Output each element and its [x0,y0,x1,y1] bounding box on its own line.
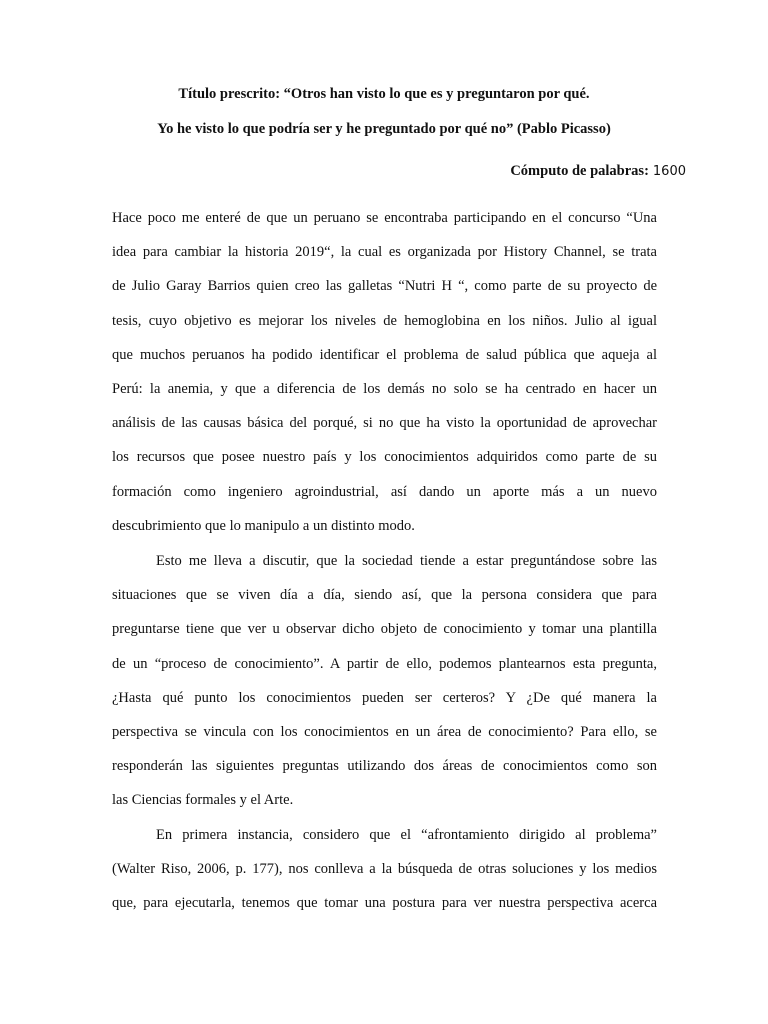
paragraph-line: los recursos que posee nuestro país y los conocimientos adquiridos como parte de su [112,449,657,466]
paragraph-line: que muchos peruanos ha podido identificar el problema de salud pública que aqueja al [112,346,657,363]
paragraph-line: de un “proceso de conocimiento”. A partir de ello, podemos plantearnos esta pregunta, [112,655,657,672]
word-count-label: Cómputo de palabras: [510,163,649,179]
paragraph-line: descubrimiento que lo manipulo a un distinto modo. [112,517,415,534]
paragraph-line: Hace poco me enteré de que un peruano se encontraba participando en el concurso “Una [112,210,657,226]
paragraph-line: (Walter Riso, 2006, p. 177), nos conlleva a la búsqueda de otras soluciones y los medios [112,861,657,878]
word-count [510,163,686,180]
paragraph-3 [112,818,657,921]
paragraph-line: análisis de las causas básica del porqué, si no que ha visto la oportunidad de aprovechar [112,415,657,432]
paragraph-line: responderán las siguientes preguntas utilizando dos áreas de conocimientos como son [112,758,657,775]
paragraph-line: de Julio Garay Barrios quien creo las galletas “Nutri H “, como parte de su proyecto de [112,278,657,295]
paragraph-line: perspectiva se vincula con los conocimientos en un área de conocimiento? Para ello, se [112,723,657,740]
paragraph-line: las Ciencias formales y el Arte. [112,792,294,809]
title-line-1: Título prescrito: “Otros han visto lo que es y preguntaron por qué. [178,86,590,102]
title-line-2: Yo he visto lo que podría ser y he preguntado por qué no” (Pablo Picasso) [157,121,611,137]
paragraph-line: ¿Hasta qué punto los conocimientos pueden ser certeros? Y ¿De qué manera la [112,689,657,706]
paragraph-line: tesis, cuyo objetivo es mejorar los niveles de hemoglobina en los niños. Julio al igual [112,312,657,329]
paragraph-line: Perú: la anemia, y que a diferencia de los demás no solo se ha centrado en hacer un [112,380,657,397]
paragraph-line: que, para ejecutarla, tenemos que tomar una postura para ver nuestra perspectiva acerca [112,895,657,912]
paragraph-line: preguntarse tiene que ver u observar dicho objeto de conocimiento y tomar una plantilla [112,621,657,638]
paragraph-line: idea para cambiar la historia 2019“, la cual es organizada por History Channel, se trata [112,244,657,261]
paragraph-line: Esto me lleva a discutir, que la sociedad tiende a estar preguntándose sobre las [156,553,657,569]
paragraph-line: formación como ingeniero agroindustrial, así dando un aporte más a un nuevo [112,483,657,500]
paragraph-line: En primera instancia, considero que el “afrontamiento dirigido al problema” [156,827,657,843]
word-count-value: 1600 [652,164,686,179]
paragraph-1 [112,201,657,543]
paragraph-2 [112,544,657,818]
paragraph-line: situaciones que se viven día a día, siendo así, que la persona considera que para [112,587,657,604]
